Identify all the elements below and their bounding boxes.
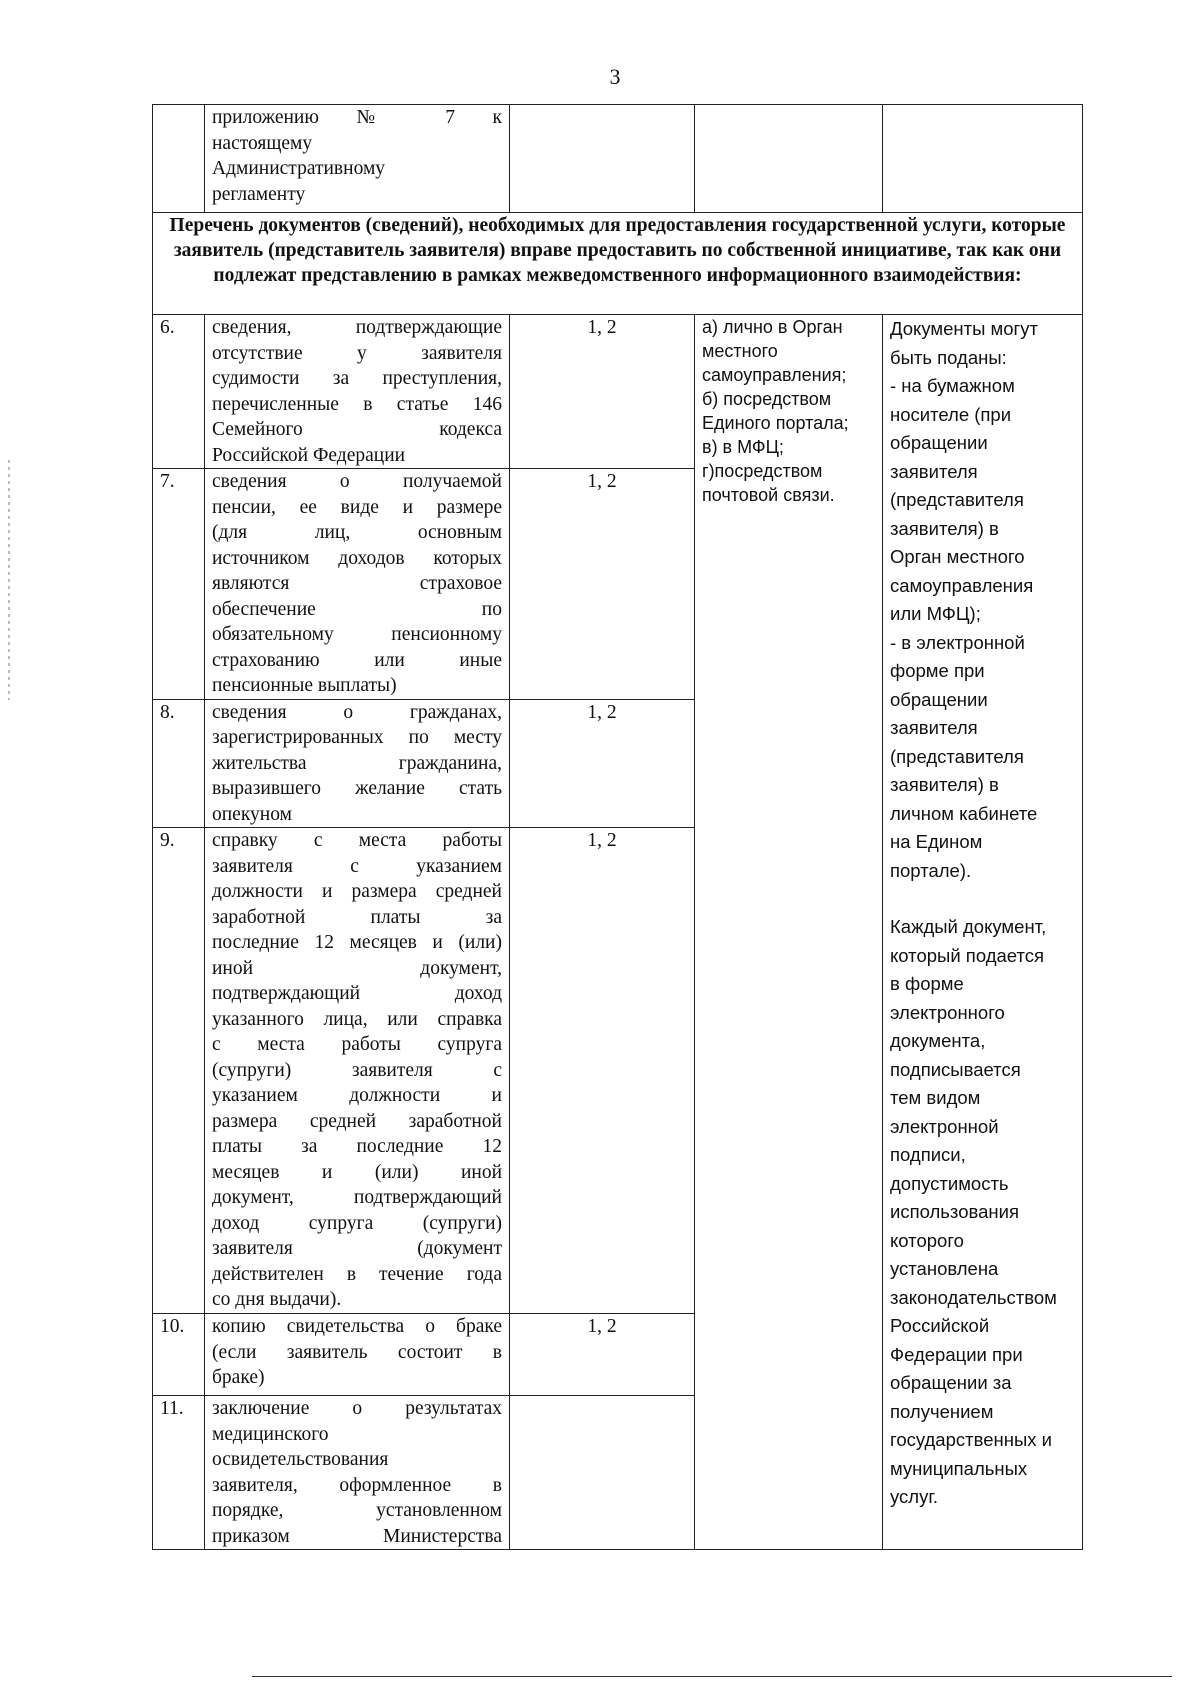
row-code: 1, 2	[510, 828, 695, 1314]
row-code: 1, 2	[510, 699, 695, 828]
description-line: регламенту	[212, 183, 306, 205]
description-line: являются страховое	[212, 573, 502, 594]
table-row	[153, 105, 1083, 213]
description-line: размера средней заработной	[212, 1110, 502, 1132]
row-number: 10.	[153, 1314, 205, 1396]
scan-artifact	[8, 460, 10, 700]
description-line: со дня выдачи).	[212, 1289, 342, 1310]
description-line: перечисленные в статье 146	[212, 393, 502, 415]
submission-methods-text: а) лично в Орган местного самоуправления; б) посредством Единого портала; в) в МФЦ; г)посредством почтовой связи.	[702, 317, 849, 505]
row-description-cell	[205, 469, 510, 700]
row-description-cell	[205, 828, 510, 1314]
description-line: (супруги) заявителя с	[212, 1059, 502, 1081]
description-line: сведения, подтверждающие	[212, 317, 502, 338]
description-line: приложению № 7 к	[212, 107, 502, 128]
description-line: доход супруга (супруги)	[212, 1212, 502, 1234]
row-description-cell	[205, 699, 510, 828]
row-notes-cell	[883, 105, 1083, 213]
description-line: заключение о результатах	[212, 1398, 502, 1419]
description-line: опекуном	[212, 803, 292, 825]
description-line: порядке, установленном	[212, 1500, 502, 1521]
section-heading: Перечень документов (сведений), необходимых для предоставления государственной услуги, которые заявитель (представитель заявителя) вправе предоставить по собственной инициативе, так как они подлежат представлению в рамках межведомственного информационного взаимодействия:	[153, 213, 1083, 315]
description-line: заявителя (документ	[212, 1238, 502, 1259]
description-line: сведения о гражданах,	[212, 701, 502, 723]
description-line: судимости за преступления,	[212, 368, 502, 389]
submission-methods-cell	[695, 315, 883, 1550]
description-line: страхованию или иные	[212, 649, 502, 671]
row-code	[510, 1396, 695, 1550]
notes-paragraph-2: Каждый документ, который подается в форме электронного документа, подписывается тем видом электронной подписи, допустимость использования которого установлена законодательством Российской Федерации при обращении за получением государственных и муниципальных услуг.	[890, 916, 1057, 1507]
row-description-cell	[205, 1396, 510, 1550]
description-line: (если заявитель состоит в	[212, 1341, 502, 1363]
description-line: заработной платы за	[212, 906, 502, 928]
description-line: Административному	[212, 158, 386, 179]
table-row	[153, 315, 1083, 469]
description-line: последние 12 месяцев и (или)	[212, 932, 502, 953]
description-line: обеспечение по	[212, 598, 502, 620]
description-line: (для лиц, основным	[212, 522, 502, 543]
description-line: выразившего желание стать	[212, 778, 502, 799]
description-line: пенсии, ее виде и размере	[212, 496, 502, 518]
description-line: иной документ,	[212, 957, 502, 979]
description-line: документ, подтверждающий	[212, 1187, 502, 1208]
row-description-cell	[205, 105, 510, 213]
description-line: платы за последние 12	[212, 1136, 502, 1157]
description-line: обязательному пенсионному	[212, 624, 502, 645]
description-line: заявителя с указанием	[212, 855, 502, 877]
description-line: действителен в течение года	[212, 1263, 502, 1285]
description-line: указанием должности и	[212, 1085, 502, 1106]
description-line: с места работы супруга	[212, 1034, 502, 1055]
notes-paragraph-1: Документы могут быть поданы: - на бумажном носителе (при обращении заявителя (представителя заявителя) в Орган местного самоуправления или МФЦ); - в электронной форме при обращении заявителя (представителя заявителя) в личном кабинете на Едином портале).	[890, 318, 1038, 881]
description-line: сведения о получаемой	[212, 471, 502, 492]
row-code: 1, 2	[510, 1314, 695, 1396]
page-number: 3	[609, 64, 621, 89]
row-number: 7.	[153, 469, 205, 700]
row-code: 1, 2	[510, 469, 695, 700]
description-line: подтверждающий доход	[212, 983, 502, 1004]
description-line: должности и размера средней	[212, 881, 502, 902]
description-line: приказом Министерства	[212, 1525, 502, 1547]
description-line: заявителя, оформленное в	[212, 1474, 502, 1496]
description-line: освидетельствования	[212, 1449, 389, 1470]
description-line: настоящему	[212, 132, 313, 154]
section-heading-row	[153, 213, 1083, 315]
description-line: зарегистрированных по месту	[212, 727, 502, 748]
description-line: браке)	[212, 1367, 265, 1388]
row-number: 9.	[153, 828, 205, 1314]
row-description-cell	[205, 1314, 510, 1396]
notes-cell	[883, 315, 1083, 1550]
description-line: Российской Федерации	[212, 444, 406, 466]
row-number: 11.	[153, 1396, 205, 1550]
description-line: пенсионные выплаты)	[212, 675, 397, 696]
page-bottom-line	[252, 1676, 1172, 1677]
description-line: справку с места работы	[212, 830, 502, 851]
description-line: копию свидетельства о браке	[212, 1316, 502, 1337]
description-line: жительства гражданина,	[212, 752, 502, 774]
row-description-cell	[205, 315, 510, 469]
description-line: источником доходов которых	[212, 547, 502, 569]
row-number: 6.	[153, 315, 205, 469]
description-line: месяцев и (или) иной	[212, 1161, 502, 1183]
description-line: отсутствие у заявителя	[212, 342, 502, 364]
documents-table	[152, 104, 1083, 1550]
description-line: медицинского	[212, 1423, 329, 1445]
row-code: 1, 2	[510, 315, 695, 469]
row-number-cell	[153, 105, 205, 213]
row-code-cell	[510, 105, 695, 213]
row-method-cell	[695, 105, 883, 213]
row-number: 8.	[153, 699, 205, 828]
description-line: Семейного кодекса	[212, 419, 502, 440]
description-line: указанного лица, или справка	[212, 1008, 502, 1030]
